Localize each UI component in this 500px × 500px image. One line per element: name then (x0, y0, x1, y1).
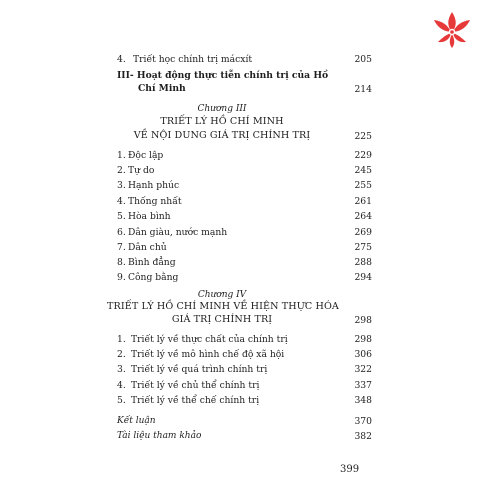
chapter-4-page: 298 (354, 315, 372, 326)
entry-label: Triết lý về thực chất của chính trị (131, 334, 288, 345)
entry-page: 261 (354, 196, 372, 207)
chapter-3-title-line1: TRIẾT LÝ HỒ CHÍ MINH (160, 116, 284, 127)
entry-number: 2. (117, 349, 126, 360)
entry-label: Triết học chính trị mácxít (133, 54, 253, 65)
entry-page: 348 (354, 395, 372, 406)
section-iii-line2: Chí Minh (138, 83, 186, 94)
entry-label: Triết lý về quá trình chính trị (131, 364, 268, 375)
entry-page: 337 (354, 380, 372, 391)
entry-label: Dân chủ (128, 242, 167, 253)
entry-number: 4. (117, 54, 126, 65)
entry-page: 275 (354, 242, 372, 253)
entry-page: 322 (354, 364, 372, 375)
entry-page: 245 (354, 165, 372, 176)
entry-label: Triết lý về thể chế chính trị (131, 395, 260, 406)
references-page: 382 (354, 431, 372, 442)
entry-label: Thống nhất (128, 196, 182, 207)
chapter-3-heading: Chương III (197, 104, 247, 114)
chapter-3-page: 225 (354, 131, 372, 142)
entry-page: 288 (354, 257, 372, 268)
entry-number: 3. (117, 180, 126, 191)
section-iii-line1: III- Hoạt động thực tiễn chính trị của Hồ (117, 70, 329, 81)
entry-label: Độc lập (128, 150, 164, 161)
entry-number: 7. (117, 242, 126, 253)
entry-number: 1. (117, 150, 126, 161)
chapter-4-heading: Chương IV (197, 290, 247, 300)
chapter-4-title-line1: TRIẾT LÝ HỒ CHÍ MINH VỀ HIỆN THỰC HÓA (107, 301, 339, 312)
chapter-4-title-line2: GIÁ TRỊ CHÍNH TRỊ (171, 314, 273, 325)
entry-number: 6. (117, 227, 126, 238)
entry-number: 9. (117, 272, 126, 283)
entry-page: 264 (354, 211, 372, 222)
entry-label: Dân giàu, nước mạnh (128, 227, 228, 238)
entry-number: 2. (117, 165, 126, 176)
conclusion-label: Kết luận (117, 416, 156, 426)
entry-number: 3. (117, 364, 126, 375)
conclusion-page: 370 (354, 416, 372, 427)
entry-page: 298 (354, 334, 372, 345)
entry-label: Bình đẳng (128, 257, 176, 268)
entry-number: 8. (117, 257, 126, 268)
entry-label: Hòa bình (128, 211, 171, 222)
entry-label: Triết lý về chủ thể chính trị (131, 380, 260, 391)
entry-number: 1. (117, 334, 126, 345)
chapter-3-title-line2: VỀ NỘI DUNG GIÁ TRỊ CHÍNH TRỊ (133, 130, 311, 141)
lotus-logo-icon (430, 10, 474, 50)
entry-number: 5. (117, 211, 126, 222)
references-label: Tài liệu tham khảo (117, 431, 202, 441)
entry-label: Tự do (128, 165, 155, 176)
entry-page: 229 (354, 150, 372, 161)
entry-page: 306 (354, 349, 372, 360)
entry-page: 205 (354, 54, 372, 65)
entry-number: 4. (117, 380, 126, 391)
entry-page: 294 (354, 272, 372, 283)
entry-page: 269 (354, 227, 372, 238)
entry-label: Hạnh phúc (128, 180, 180, 191)
page-number: 399 (340, 464, 360, 475)
section-iii-page: 214 (354, 84, 372, 95)
entry-number: 5. (117, 395, 126, 406)
entry-label: Triết lý về mô hình chế độ xã hội (131, 349, 285, 360)
entry-page: 255 (354, 180, 372, 191)
entry-number: 4. (117, 196, 126, 207)
entry-label: Công bằng (128, 272, 179, 283)
